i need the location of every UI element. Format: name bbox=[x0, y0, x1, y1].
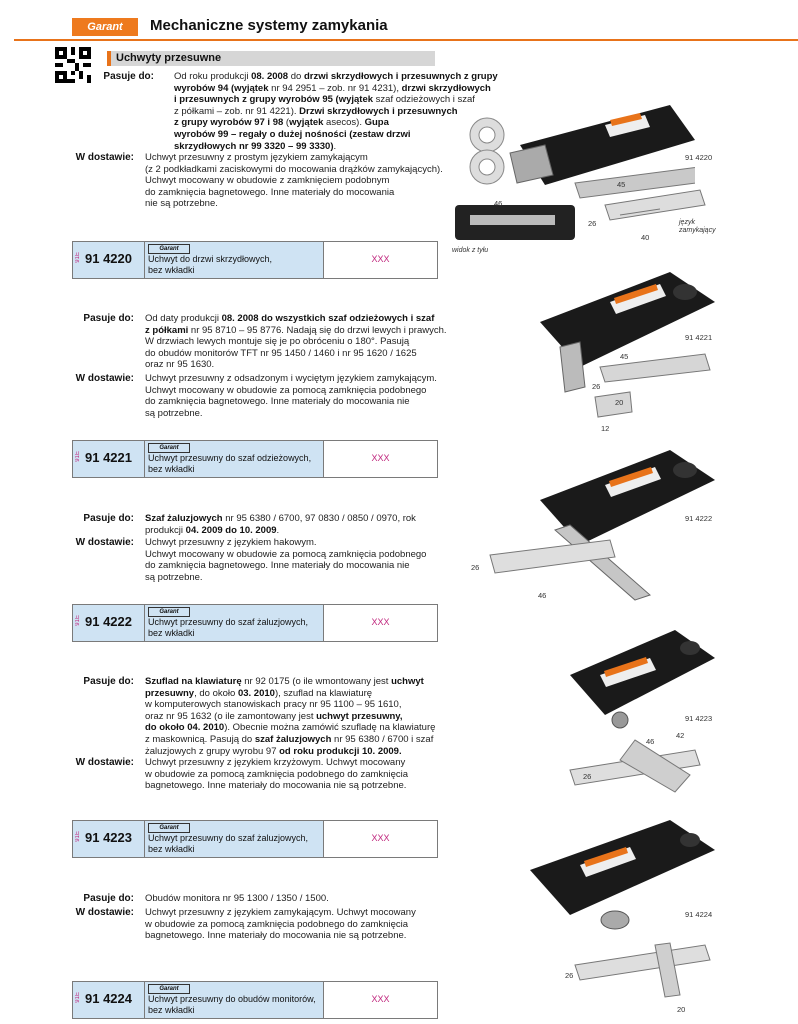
dimension-label: 46 bbox=[494, 199, 503, 208]
delivery-label: W dostawie: bbox=[75, 373, 134, 384]
dimension-label: 20 bbox=[615, 398, 624, 407]
dimension-label: 40 bbox=[641, 233, 650, 242]
dimension-label: 45 bbox=[620, 352, 629, 361]
image-code: 91 4222 bbox=[685, 514, 713, 523]
section-accent bbox=[107, 51, 111, 66]
product-row bbox=[72, 820, 438, 858]
dimension-label: 20 bbox=[677, 1005, 686, 1014]
product-description: Uchwyt do drzwi skrzydłowych, bez wkładki bbox=[148, 254, 273, 275]
catalog-ref: 91E bbox=[75, 831, 81, 842]
delivery-text: Uchwyt przesuwny z prostym językiem zamykającym (z 2 podkładkami zaciskowymi do mocowania drążków zamykających). Uchwyt mocowany w obudowie z zamknięciem podobnym do zamknięcia bagnetowego. Inne materiały do mocowania nie są potrzebne. bbox=[145, 152, 443, 210]
catalog-ref: 91E bbox=[75, 252, 81, 263]
fits-label: Pasuje do: bbox=[103, 71, 154, 82]
image-code: 91 4221 bbox=[685, 333, 713, 342]
product-desc-cell bbox=[145, 242, 324, 278]
fits-label: Pasuje do: bbox=[83, 893, 134, 904]
dimension-label: 45 bbox=[617, 180, 626, 189]
product-code-cell bbox=[73, 821, 145, 857]
product-price-cell bbox=[324, 605, 437, 641]
back-view-note: widok z tyłu bbox=[452, 247, 489, 254]
section-title: Uchwyty przesuwne bbox=[116, 52, 222, 64]
product-row bbox=[72, 241, 438, 279]
product-code-cell bbox=[73, 441, 145, 477]
fits-label: Pasuje do: bbox=[83, 676, 134, 687]
product-code-cell bbox=[73, 982, 145, 1018]
page-title: Mechaniczne systemy zamykania bbox=[150, 17, 388, 34]
product-number: 91 4222 bbox=[85, 614, 132, 629]
product-number: 91 4220 bbox=[85, 251, 132, 266]
product-desc-cell bbox=[145, 441, 324, 477]
product-price: XXX bbox=[371, 453, 390, 463]
fits-text: Szuflad na klawiaturę nr 92 0175 (o ile wmontowany jest uchwyt przesuwny, do około 03. 2010), szuflad na klawiaturę w komputerowych stanowiskach pracy nr 95 1100 – 95 1610, oraz nr 95 1632 (o ile zamontowany jest uchwyt przesuwny, do około 04. 2010). Obecnie można zamówić szufladę na klawiaturę z maskownicą. Pasują do szaf żaluzjowych nr 95 6380 / 6700 i szaf żaluzjowych z grupy wyrobu 97 od roku produkcji 10. 2009. bbox=[145, 676, 436, 757]
product-description: Uchwyt przesuwny do szaf żaluzjowych, bez wkładki bbox=[148, 617, 309, 638]
brand-mini-logo: Garant bbox=[148, 443, 190, 453]
product-number: 91 4224 bbox=[85, 991, 132, 1006]
product-description: Uchwyt przesuwny do obudów monitorów, bez wkładki bbox=[148, 994, 316, 1015]
dimension-label: 46 bbox=[646, 737, 655, 746]
brand-logo: Garant bbox=[72, 18, 138, 36]
image-code: 91 4223 bbox=[685, 714, 713, 723]
product-row bbox=[72, 604, 438, 642]
catalog-ref: 91E bbox=[75, 615, 81, 626]
product-image-914222 bbox=[480, 445, 720, 610]
fits-label: Pasuje do: bbox=[83, 513, 134, 524]
product-desc-cell bbox=[145, 982, 324, 1018]
product-code-cell bbox=[73, 242, 145, 278]
brand-mini-logo: Garant bbox=[148, 823, 190, 833]
delivery-label: W dostawie: bbox=[75, 907, 134, 918]
catalog-ref: 91E bbox=[75, 451, 81, 462]
product-price-cell bbox=[324, 982, 437, 1018]
product-price-cell bbox=[324, 821, 437, 857]
header-rule bbox=[14, 39, 798, 41]
fits-text: Obudów monitora nr 95 1300 / 1350 / 1500. bbox=[145, 893, 329, 904]
catalog-ref: 91E bbox=[75, 992, 81, 1003]
product-image-914223 bbox=[560, 620, 720, 795]
product-number: 91 4223 bbox=[85, 830, 132, 845]
product-desc-cell bbox=[145, 821, 324, 857]
product-price: XXX bbox=[371, 994, 390, 1004]
product-price-cell bbox=[324, 441, 437, 477]
delivery-text: Uchwyt przesuwny z językiem krzyżowym. Uchwyt mocowany w obudowie za pomocą zamknięcia podobnego do zamknięcia bagnetowego. Inne materiały do mocowania nie są potrzebne. bbox=[145, 757, 408, 792]
product-price-cell bbox=[324, 242, 437, 278]
product-description: Uchwyt przesuwny do szaf żaluzjowych, bez wkładki bbox=[148, 833, 309, 854]
product-price: XXX bbox=[371, 833, 390, 843]
delivery-text: Uchwyt przesuwny z językiem zamykającym. Uchwyt mocowany w obudowie za pomocą zamknięcia podobnego do zamknięcia bagnetowego. Inne materiały do mocowania nie są potrzebne. bbox=[145, 907, 416, 942]
dimension-label: 46 bbox=[538, 591, 547, 600]
product-code-cell bbox=[73, 605, 145, 641]
brand-mini-logo: Garant bbox=[148, 607, 190, 617]
product-row bbox=[72, 440, 438, 478]
fits-label: Pasuje do: bbox=[83, 313, 134, 324]
delivery-label: W dostawie: bbox=[75, 152, 134, 163]
delivery-label: W dostawie: bbox=[75, 537, 134, 548]
dimension-label: 26 bbox=[565, 971, 574, 980]
dimension-label: 26 bbox=[588, 219, 597, 228]
product-description: Uchwyt przesuwny do szaf odzieżowych, bez wkładki bbox=[148, 453, 312, 474]
delivery-text: Uchwyt przesuwny z językiem hakowym. Uchwyt mocowany w obudowie za pomocą zamknięcia podobnego do zamknięcia bagnetowego. Inne materiały do mocowania nie są potrzebne. bbox=[145, 537, 427, 583]
fits-text: Szaf żaluzjowych nr 95 6380 / 6700, 97 0830 / 0850 / 0970, rok produkcji 04. 2009 do 10. 2009. bbox=[145, 513, 416, 536]
dimension-label: 42 bbox=[676, 731, 685, 740]
dimension-label: 26 bbox=[592, 382, 601, 391]
dimension-label: 12 bbox=[601, 424, 610, 433]
fits-text: Od daty produkcji 08. 2008 do wszystkich szaf odzieżowych i szaf z półkami nr 95 8710 – 95 8776. Nadają się do drzwi lewych i prawych. W drzwiach lewych montuje się je po obróceniu o 180°. Pasują do obudów monitorów TFT nr 95 1450 / 1460 i nr 95 1620 / 1625 oraz nr 95 1630. bbox=[145, 313, 447, 371]
product-desc-cell bbox=[145, 605, 324, 641]
delivery-text: Uchwyt przesuwny z odsadzonym i wyciętym językiem zamykającym. Uchwyt mocowany w obudowie za pomocą zamknięcia podobnego do zamknięcia bagnetowego. Inne materiały do mocowania nie są potrzebne. bbox=[145, 373, 437, 419]
product-price: XXX bbox=[371, 617, 390, 627]
product-number: 91 4221 bbox=[85, 450, 132, 465]
image-code: 91 4224 bbox=[685, 910, 713, 919]
brand-mini-logo: Garant bbox=[148, 984, 190, 994]
tongue-note: język zamykający bbox=[679, 219, 716, 234]
dimension-label: 26 bbox=[471, 563, 480, 572]
product-price: XXX bbox=[371, 254, 390, 264]
fits-text: Od roku produkcji 08. 2008 do drzwi skrzydłowych i przesuwnych z grupy wyrobów 94 (wyjątek nr 94 2951 – zob. nr 91 4231), drzwi skrzydłowych i przesuwnych z grupy wyrobów 95 (wyjątek szaf odzieżowych i szaf z półkami – zob. nr 91 4221). Drzwi skrzydłowych i przesuwnych z grupy wyrobów 97 i 98 (wyjątek asecos). Gupa wyrobów 99 – regały o dużej nośności (zestaw drzwi skrzydłowych nr 99 3320 – 99 3330). bbox=[174, 71, 498, 152]
brand-mini-logo: Garant bbox=[148, 244, 190, 254]
delivery-label: W dostawie: bbox=[75, 757, 134, 768]
image-code: 91 4220 bbox=[685, 153, 713, 162]
product-row bbox=[72, 981, 438, 1019]
dimension-label: 26 bbox=[583, 772, 592, 781]
